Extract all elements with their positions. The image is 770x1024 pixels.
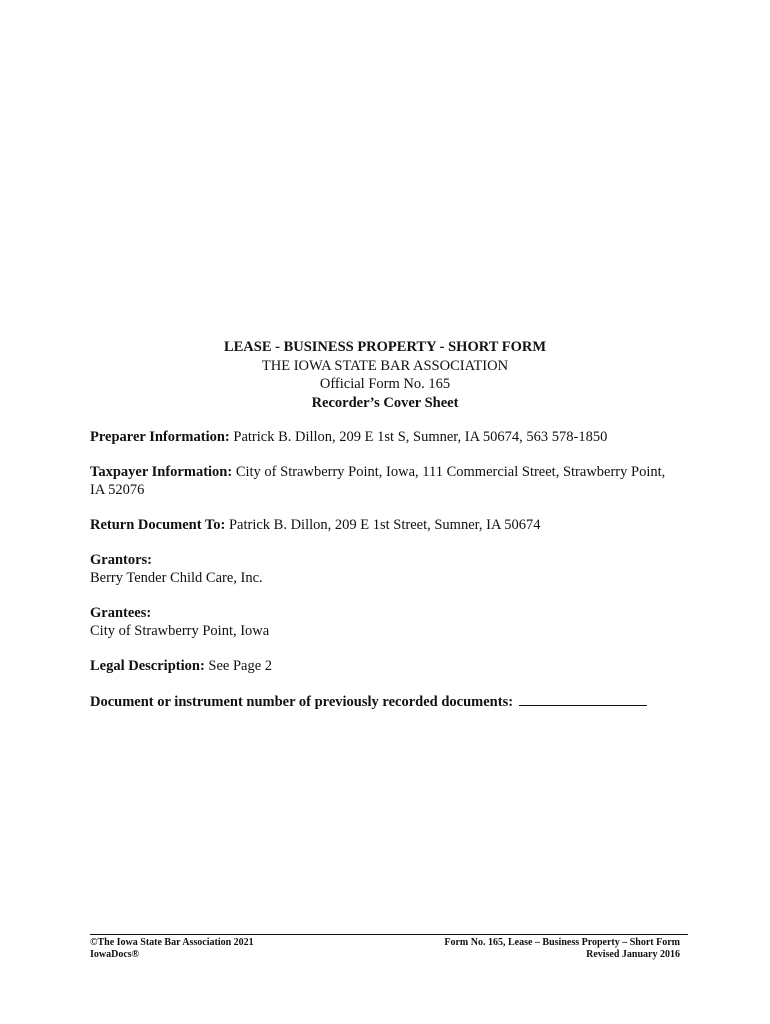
prior-documents-blank-field[interactable] xyxy=(519,692,647,706)
form-number: Official Form No. 165 xyxy=(319,376,451,392)
grantees-label: Grantees: xyxy=(90,605,152,621)
preparer-value: Patrick B. Dillon, 209 E 1st S, Sumner, IA 50674, 563 578-1850 xyxy=(233,429,608,445)
association-name: THE IOWA STATE BAR ASSOCIATION xyxy=(261,357,509,374)
grantors-value: Berry Tender Child Care, Inc. xyxy=(90,570,263,586)
taxpayer-value: City of Strawberry Point, Iowa, 111 Commercial Street, Strawberry Point, IA 52076 xyxy=(90,464,666,498)
grantees-section xyxy=(90,604,680,640)
footer-divider xyxy=(90,934,688,935)
document-title: LEASE - BUSINESS PROPERTY - SHORT FORM xyxy=(223,339,547,355)
return-to-value: Patrick B. Dillon, 209 E 1st Street, Sumner, IA 50674 xyxy=(228,517,541,533)
taxpayer-information xyxy=(90,463,680,499)
footer-left xyxy=(90,937,254,961)
footer-copyright: ©The Iowa State Bar Association 2021 xyxy=(90,937,254,948)
document-header xyxy=(0,338,770,412)
legal-description-value: See Page 2 xyxy=(208,658,273,674)
footer-form-name: Form No. 165, Lease – Business Property – Short Form xyxy=(444,937,680,948)
return-document-to xyxy=(90,516,680,534)
preparer-label: Preparer Information: xyxy=(90,429,230,445)
footer-right xyxy=(444,937,680,961)
cover-sheet-title: Recorder’s Cover Sheet xyxy=(311,394,459,411)
document-body xyxy=(90,428,680,728)
legal-description xyxy=(90,657,680,675)
footer-brand: IowaDocs® xyxy=(90,949,140,960)
return-to-label: Return Document To: xyxy=(90,517,226,533)
legal-description-label: Legal Description: xyxy=(90,658,205,674)
footer-revision: Revised January 2016 xyxy=(586,949,680,960)
grantors-section xyxy=(90,551,680,587)
taxpayer-label: Taxpayer Information: xyxy=(90,464,233,480)
preparer-information xyxy=(90,428,680,446)
prior-documents xyxy=(90,692,680,711)
grantees-value: City of Strawberry Point, Iowa xyxy=(90,623,270,639)
prior-documents-label: Document or instrument number of previously recorded documents: xyxy=(90,694,514,710)
grantors-label: Grantors: xyxy=(90,552,153,568)
